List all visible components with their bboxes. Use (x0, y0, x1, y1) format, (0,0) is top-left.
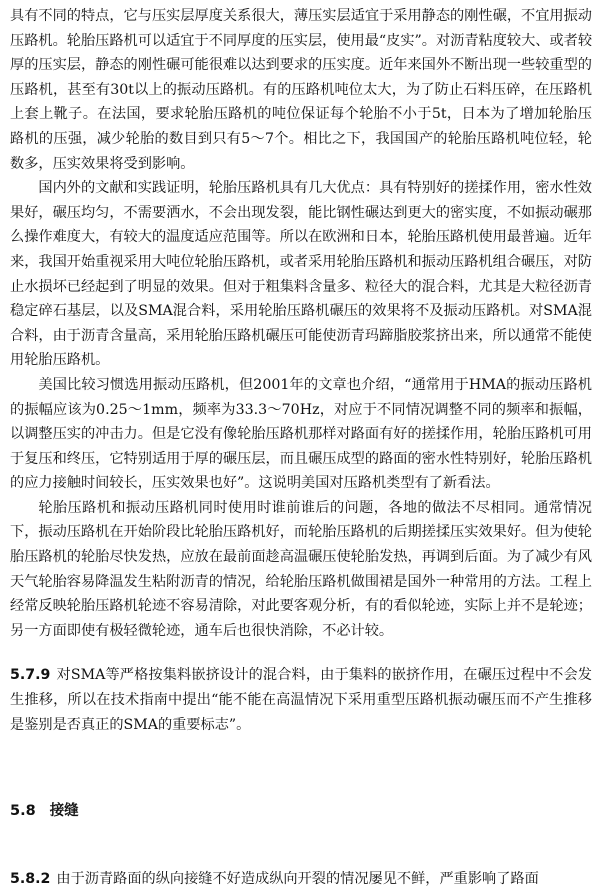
clause-5-7-9 (10, 663, 592, 737)
clause-text: 对SMA等严格按集料嵌挤设计的混合料，由于集料的嵌挤作用，在碾压过程中不会发生推移，所以在技术指南中提出“能不能在高温情况下采用重型压路机振动碾压而不产生推移是鉴别是否真正的SMA的重要标志”。 (10, 667, 592, 733)
clause-text: 由于沥青路面的纵向接缝不好造成纵向开裂的情况屡见不鲜，严重影响了路面 (56, 871, 539, 888)
paragraph-1: 具有不同的特点，它与压实层厚度关系很大，薄压实层适宜于采用静态的刚性碾，不宜用振动压路机。轮胎压路机可以适宜于不同厚度的压实层，使用最“皮实”。对沥青粘度较大、或者较厚的压实层，静态的刚性碾可能很难以达到要求的压实度。近年来国外不断出现一些较重型的压路机，甚至有30t以上的振动压路机。有的压路机吨位太大，为了防止石料压碎，在压路机上套上靴子。在法国，要求轮胎压路机的吨位保证每个轮胎不小于5t，日本为了增加轮胎压路机的压强，减少轮胎的数目到只有5～7个。相比之下，我国国产的轮胎压路机吨位轻，轮数多，压实效果将受到影响。 (10, 8, 593, 172)
section-title: 接缝 (49, 802, 79, 820)
section-number: 5.8 (10, 803, 36, 820)
clause-5-8-2 (10, 867, 592, 892)
paragraph-2: 国内外的文献和实践证明，轮胎压路机具有几大优点：具有特别好的搓揉作用，密水性效果好，碾压均匀，不需要洒水，不会出现发裂，能比钢性碾达到更大的密实度，不如振动碾那么操作难度大，有较大的温度适应范围等。所以在欧洲和日本，轮胎压路机使用最普遍。近年来，我国开始重视采用大吨位轮胎压路机，或者采用轮胎压路机和振动压路机组合碾压，对防止水损坏已经起到了明显的效果。但对于粗集料含量多、粒径大的混合料，尤其是大粒径沥青稳定碎石基层，以及SMA混合料，采用轮胎压路机碾压的效果将不及振动压路机。对SMA混合料，由于沥青含量高，采用轮胎压路机碾压可能使沥青玛蹄脂胶浆挤出来，所以通常不能使用轮胎压路机。 (10, 180, 592, 369)
paragraph-4: 轮胎压路机和振动压路机同时使用时谁前谁后的问题，各地的做法不尽相同。通常情况下，振动压路机在开始阶段比轮胎压路机好，而轮胎压路机的后期搓揉压实效果好。但为使轮胎压路机的轮胎尽快发热，应放在最前面趁高温碾压使轮胎发热，再调到后面。为了减少有风天气轮胎容易降温发生粘附沥青的情况，给轮胎压路机做围裙是国外一种常用的方法。工程上经常反映轮胎压路机轮迹不容易清除，对此要客观分析，有的看似轮迹，实际上并不是轮迹；另一方面即使有极轻微轮迹，通车后也很快消除，不必计较。 (10, 499, 592, 639)
paragraph-3: 美国比较习惯选用振动压路机，但2001年的文章也介绍，“通常用于HMA的振动压路机的振幅应该为0.25～1mm，频率为33.3～70Hz，对应于不同情况调整不同的频率和振幅，以调整压实的冲击力。但是它没有像轮胎压路机那样对路面有好的搓揉作用，轮胎压路机可用于复压和终压，它特别适用于厚的碾压层，而且碾压成型的路面的密水性特别好，轮胎压路机的应力接触时间较长，压实效果也好”。这说明美国对压路机类型有了新看法。 (10, 376, 592, 492)
section-heading (10, 799, 592, 823)
clause-number: 5.7.9 (10, 667, 51, 684)
clause-number: 5.8.2 (10, 871, 51, 888)
